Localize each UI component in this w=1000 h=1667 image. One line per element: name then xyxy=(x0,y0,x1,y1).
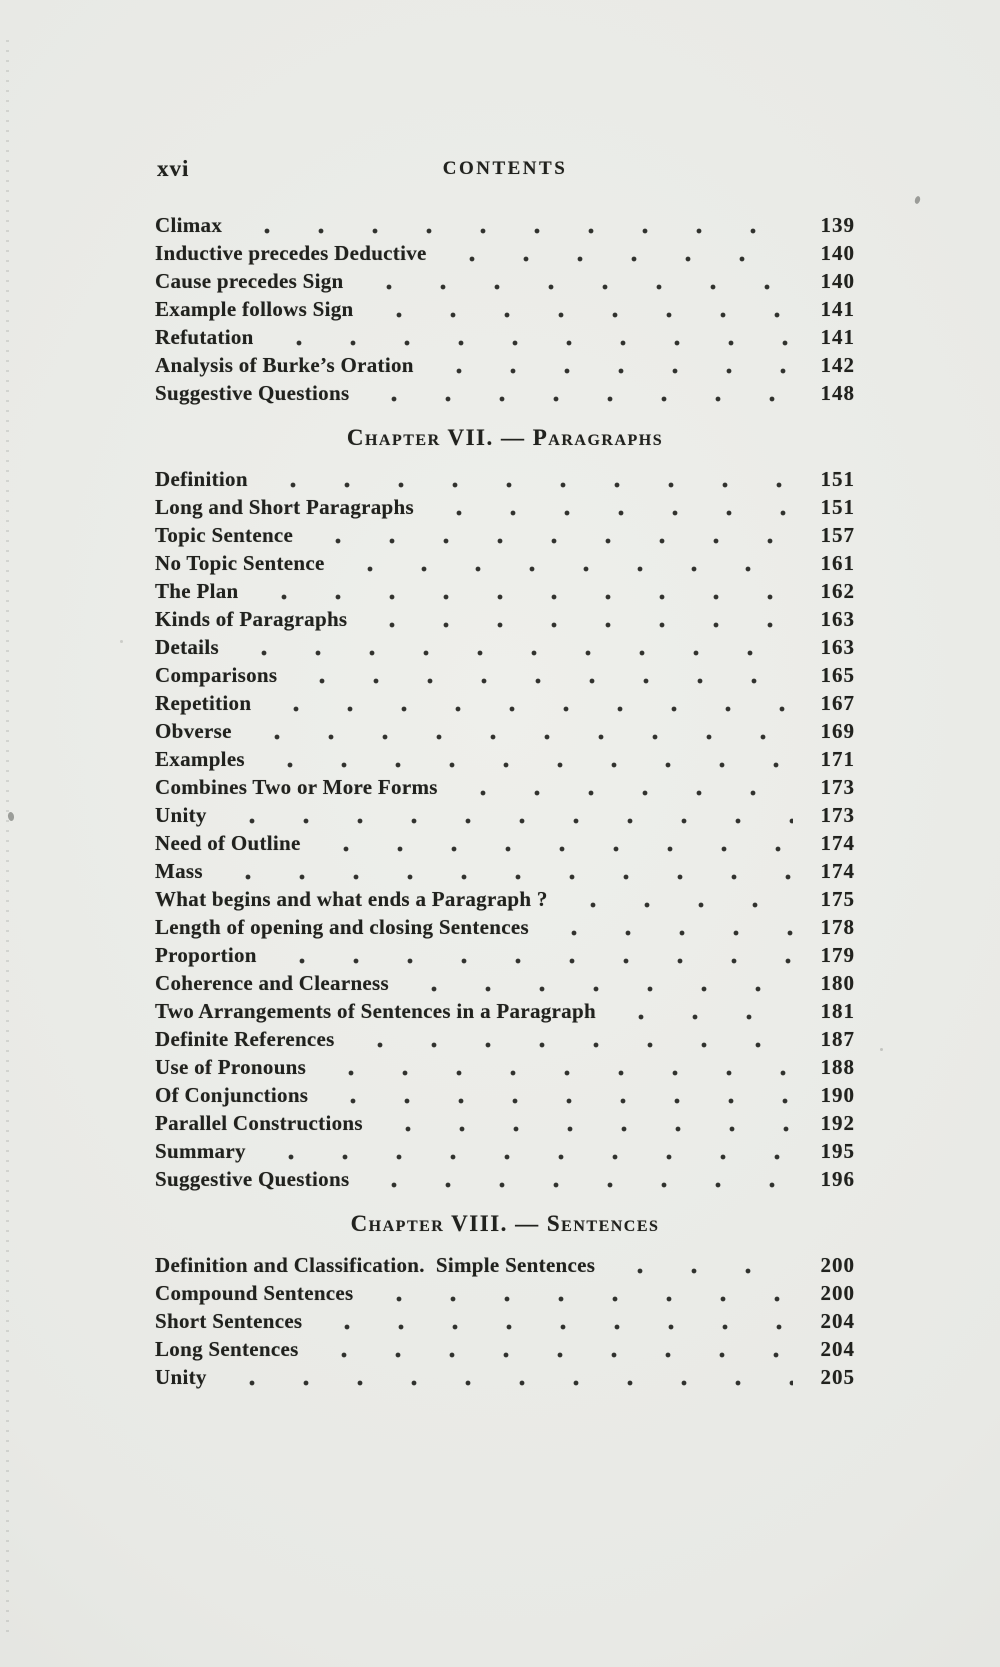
toc-entry-page: 200 xyxy=(820,1253,855,1277)
toc-entry xyxy=(155,211,855,239)
toc-entry-page: 157 xyxy=(820,523,855,547)
toc-entry-title: Climax xyxy=(155,213,223,237)
toc-entry-title: Comparisons xyxy=(155,663,278,687)
toc-entry xyxy=(155,717,855,745)
toc-entry xyxy=(155,267,855,295)
toc-entry-title: Unity xyxy=(155,1365,207,1389)
toc-entry-page: 167 xyxy=(820,691,855,715)
toc-entry xyxy=(155,465,855,493)
toc-entry-title: Combines Two or More Forms xyxy=(155,775,438,799)
toc-entry xyxy=(155,1307,855,1335)
dot-leader xyxy=(399,969,793,997)
toc-section-entries xyxy=(155,211,855,407)
toc-entry-title: Examples xyxy=(155,747,245,771)
toc-entry-title: Suggestive Questions xyxy=(155,381,350,405)
toc-entry xyxy=(155,1025,855,1053)
toc-entry-title: Repetition xyxy=(155,691,252,715)
toc-entry-title: Proportion xyxy=(155,943,257,967)
dot-leader xyxy=(316,1053,793,1081)
toc-entry-page: 200 xyxy=(820,1281,855,1305)
toc-entry xyxy=(155,379,855,407)
toc-entry xyxy=(155,1081,855,1109)
toc-entry-title: Analysis of Burke’s Oration xyxy=(155,353,414,377)
toc-entry-page: 174 xyxy=(820,831,855,855)
toc-entry-title: Inductive precedes Deductive xyxy=(155,241,427,265)
toc-entry xyxy=(155,969,855,997)
toc-entry xyxy=(155,801,855,829)
toc-entry xyxy=(155,633,855,661)
dot-leader xyxy=(605,1251,793,1279)
toc-entry-title: Definition and Classification. Simple Sentences xyxy=(155,1253,596,1277)
toc-entry-page: 173 xyxy=(820,803,855,827)
toc-entry xyxy=(155,1109,855,1137)
dot-leader xyxy=(448,773,793,801)
toc-entry-page: 171 xyxy=(820,747,855,771)
toc-section-entries xyxy=(155,465,855,1193)
dot-leader xyxy=(213,857,793,885)
toc-entry-page: 169 xyxy=(820,719,855,743)
toc-entry xyxy=(155,521,855,549)
toc-entry-title: Long and Short Paragraphs xyxy=(155,495,414,519)
dot-leader xyxy=(558,885,793,913)
toc-section xyxy=(155,211,855,407)
toc-entry-title: Cause precedes Sign xyxy=(155,269,344,293)
toc-entry-page: 142 xyxy=(820,353,855,377)
dot-leader xyxy=(345,1025,793,1053)
toc-entry-page: 175 xyxy=(820,887,855,911)
toc-entry xyxy=(155,1279,855,1307)
toc-entry xyxy=(155,1165,855,1193)
page-header xyxy=(155,158,855,185)
dot-leader xyxy=(267,941,793,969)
toc-entry-page: 162 xyxy=(820,579,855,603)
dot-leader xyxy=(256,1137,793,1165)
dot-leader xyxy=(424,351,793,379)
toc-entry xyxy=(155,605,855,633)
chapter-heading: Chapter VII. — Paragraphs xyxy=(346,425,664,450)
toc-entry xyxy=(155,745,855,773)
toc-section-entries xyxy=(155,1251,855,1391)
toc-entry xyxy=(155,323,855,351)
toc-entry xyxy=(155,1137,855,1165)
toc-entry-title: Refutation xyxy=(155,325,254,349)
scan-artifact-speck xyxy=(914,195,921,204)
dot-leader xyxy=(359,1165,793,1193)
toc-entry-page: 190 xyxy=(820,1083,855,1107)
dot-leader xyxy=(249,577,794,605)
toc-entry xyxy=(155,493,855,521)
toc-entry-page: 204 xyxy=(820,1337,855,1361)
toc-entry-title: Need of Outline xyxy=(155,831,301,855)
folio-page-number: xvi xyxy=(157,156,190,181)
dot-leader xyxy=(437,239,793,267)
dot-leader xyxy=(217,801,793,829)
toc-entry-page: 181 xyxy=(820,999,855,1023)
dot-leader xyxy=(311,829,793,857)
dot-leader xyxy=(258,465,793,493)
toc-entry xyxy=(155,351,855,379)
toc-entry-page: 205 xyxy=(820,1365,855,1389)
toc-entry-page: 161 xyxy=(820,551,855,575)
toc-entry-title: Summary xyxy=(155,1139,246,1163)
dot-leader xyxy=(539,913,793,941)
toc-entry-page: 180 xyxy=(820,971,855,995)
toc-entry xyxy=(155,997,855,1025)
toc-entry xyxy=(155,1335,855,1363)
dot-leader xyxy=(364,1279,793,1307)
toc-entry-title: The Plan xyxy=(155,579,239,603)
dot-leader xyxy=(318,1081,793,1109)
toc-entry-page: 165 xyxy=(820,663,855,687)
toc-entry-title: Compound Sentences xyxy=(155,1281,354,1305)
dot-leader xyxy=(357,605,793,633)
toc-section xyxy=(155,1209,855,1391)
dot-leader xyxy=(303,521,793,549)
scan-artifact-speck xyxy=(7,812,14,822)
toc-entry-page: 179 xyxy=(820,943,855,967)
toc-entry-title: Of Conjunctions xyxy=(155,1083,309,1107)
toc-entry-page: 192 xyxy=(820,1111,855,1135)
toc-entry-page: 140 xyxy=(820,269,855,293)
running-head: CONTENTS xyxy=(442,158,568,179)
dot-leader xyxy=(364,295,793,323)
toc-entry-title: Definition xyxy=(155,467,248,491)
dot-leader xyxy=(261,689,793,717)
toc-entry-page: 196 xyxy=(820,1167,855,1191)
dot-leader xyxy=(232,211,793,239)
toc-entry xyxy=(155,239,855,267)
dot-leader xyxy=(606,997,793,1025)
toc-entry-page: 163 xyxy=(820,607,855,631)
toc-entry xyxy=(155,1363,855,1391)
dot-leader xyxy=(287,661,793,689)
toc-entry-title: Length of opening and closing Sentences xyxy=(155,915,530,939)
toc-entry-page: 141 xyxy=(820,297,855,321)
toc-entry-page: 174 xyxy=(820,859,855,883)
toc-entry-page: 151 xyxy=(820,495,855,519)
toc-entry-page: 140 xyxy=(820,241,855,265)
toc-entry-title: Unity xyxy=(155,803,207,827)
toc-entry-title: Short Sentences xyxy=(155,1309,303,1333)
scan-artifact-speck xyxy=(880,1048,883,1051)
toc-entry-page: 141 xyxy=(820,325,855,349)
toc-entry-title: Coherence and Clearness xyxy=(155,971,389,995)
toc-entry-page: 139 xyxy=(820,213,855,237)
toc-entry xyxy=(155,689,855,717)
toc-entry xyxy=(155,549,855,577)
toc-entry-title: Two Arrangements of Sentences in a Paragraph xyxy=(155,999,596,1023)
toc-entry-title: Suggestive Questions xyxy=(155,1167,350,1191)
dot-leader xyxy=(255,745,793,773)
dot-leader xyxy=(335,549,793,577)
toc-entry-title: No Topic Sentence xyxy=(155,551,325,575)
dot-leader xyxy=(373,1109,793,1137)
toc-entry xyxy=(155,295,855,323)
chapter-heading: Chapter VIII. — Sentences xyxy=(350,1211,660,1236)
toc-entry-page: 204 xyxy=(820,1309,855,1333)
toc-entry-page: 173 xyxy=(820,775,855,799)
toc-entry-page: 151 xyxy=(820,467,855,491)
toc-entry xyxy=(155,885,855,913)
toc-entry-page: 148 xyxy=(820,381,855,405)
toc-entry-title: Mass xyxy=(155,859,203,883)
dot-leader xyxy=(264,323,793,351)
dot-leader xyxy=(217,1363,793,1391)
dot-leader xyxy=(359,379,793,407)
dot-leader xyxy=(309,1335,793,1363)
toc-section xyxy=(155,423,855,1193)
toc-entry-title: Details xyxy=(155,635,219,659)
toc-entry-page: 187 xyxy=(820,1027,855,1051)
toc-entry-title: Parallel Constructions xyxy=(155,1111,363,1135)
toc-entry-title: Topic Sentence xyxy=(155,523,294,547)
toc-entry-title: Example follows Sign xyxy=(155,297,354,321)
toc-entry-title: Obverse xyxy=(155,719,232,743)
dot-leader xyxy=(424,493,793,521)
toc-entry xyxy=(155,913,855,941)
toc-entry xyxy=(155,857,855,885)
toc-entry xyxy=(155,941,855,969)
toc-entry-page: 188 xyxy=(820,1055,855,1079)
toc-entry-page: 178 xyxy=(820,915,855,939)
dot-leader xyxy=(354,267,794,295)
toc-entry xyxy=(155,1053,855,1081)
toc-entry xyxy=(155,1251,855,1279)
toc-entry-page: 163 xyxy=(820,635,855,659)
scan-artifact-edge xyxy=(6,40,9,1640)
dot-leader xyxy=(242,717,793,745)
toc-entry xyxy=(155,577,855,605)
toc-entry-title: Long Sentences xyxy=(155,1337,299,1361)
toc-entry-title: Kinds of Paragraphs xyxy=(155,607,348,631)
toc-entry-title: Definite References xyxy=(155,1027,335,1051)
table-of-contents xyxy=(155,211,855,1391)
dot-leader xyxy=(229,633,793,661)
toc-entry-title: Use of Pronouns xyxy=(155,1055,307,1079)
toc-entry-page: 195 xyxy=(820,1139,855,1163)
toc-entry-title: What begins and what ends a Paragraph ? xyxy=(155,887,548,911)
toc-entry xyxy=(155,773,855,801)
dot-leader xyxy=(312,1307,793,1335)
scan-artifact-speck xyxy=(120,640,123,643)
toc-entry xyxy=(155,829,855,857)
toc-entry xyxy=(155,661,855,689)
